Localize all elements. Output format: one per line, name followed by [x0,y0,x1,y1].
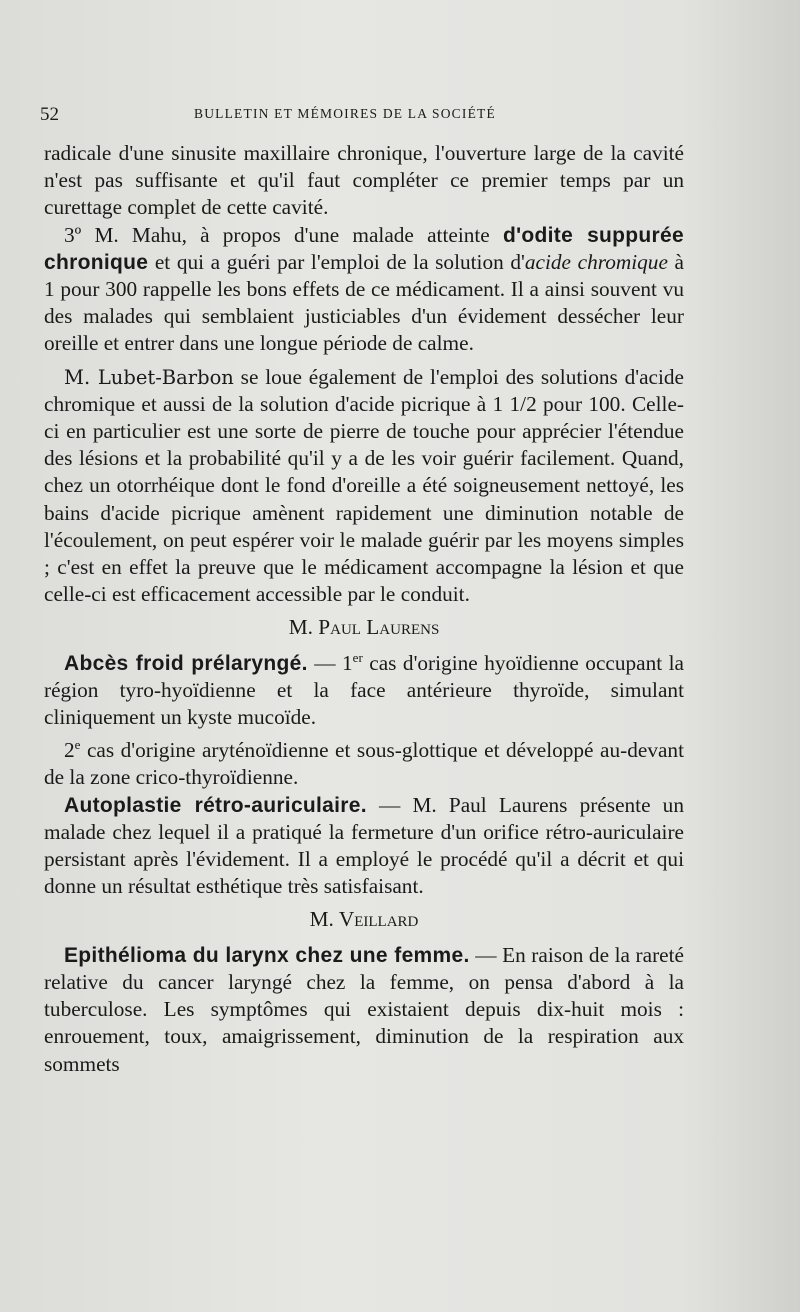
autoplastie-title: Autoplastie rétro-auriculaire. [64,793,367,817]
paragraph-continuation: radicale d'une sinusite maxillaire chronique, l'ouverture large de la cavité n'est pas suffisante et qu'il faut compléter ce premier temps par un curettage complet de cette cavité. [44,141,684,220]
mahu-lead: 3º M. Mahu, à propos d'une malade atteinte [64,222,503,247]
abces-dash: — [307,650,343,675]
running-head: BULLETIN ET MÉMOIRES DE LA SOCIÉTÉ [194,106,496,121]
author-veillard: M. Veillard [309,907,419,932]
abces-title: Abcès froid prélaryngé. [64,651,308,675]
epithelioma-text: — En raison de la rareté relative du cancer laryngé chez la femme, on pensa d'abord à la tuberculose. Les symptômes qui existaient depuis dix-huit mois : enrouement, toux, amaigrissement, diminution de la respiration aux sommets [44,942,684,1076]
author-laurens: M. Paul Laurens [288,615,440,640]
case2-sup: e [74,737,81,753]
page-header [40,102,720,132]
paragraph-epithelioma [44,942,684,1078]
autoplastie-text: — M. Paul Laurens présente un malade chez lequel il a pratiqué la fermeture d'un orifice rétro-auriculaire persistant après l'évidement. Il a employé le procédé qu'il a décrit et qui donne un résultat esthétique très satisfaisant. [44,792,684,899]
mahu-mid: et qui a guéri par l'emploi de la solution d' [148,249,525,274]
mahu-rest: à 1 pour 300 rappelle les bons effets de ce médicament. Il a ainsi souvent vu des malades qui semblaient justiciables d'un évidement dessécher leur oreille et entrer dans une longue période de calme. [44,249,684,356]
mahu-italic-term: acide chromique [524,249,668,274]
case2-text: cas d'origine aryténoïdienne et sous-glottique et développé au-devant de la zone crico-thyroïdienne. [44,738,684,790]
epithelioma-title: Epithélioma du larynx chez une femme. [64,943,470,967]
lubet-barbon-name: M. Lubet-Barbon [64,365,234,389]
paragraph-lubet-barbon [44,364,684,609]
paragraph-case2 [44,737,684,791]
paragraph-mahu [44,222,684,358]
page-number: 52 [40,104,59,125]
case2-num: 2 [64,738,75,763]
abces-num: 1 [342,650,353,675]
paragraph-autoplastie [44,792,684,901]
body-text [44,140,684,1078]
mahu-bold-term: d'odite suppurée chronique [44,223,684,274]
abces-sup: er [352,649,363,665]
paragraph-abces [44,650,684,732]
lubet-barbon-text: se loue également de l'emploi des solutions d'acide chromique et aussi de la solution d'acide picrique à 1 1/2 pour 100. Celle-ci en particulier est une sorte de pierre de touche pour apprécier l'étendue des lésions et la probabilité qu'il y a de les voir guérir facilement. Quand, chez un otorrhéique dont le fond d'oreille a été soigneusement nettoyé, les bains d'acide picrique amènent rapidement une diminution notable de l'écoulement, on peut espérer voir le malade guérir par les moyens simples ; c'est en effet la preuve que le médicament accompagne la lésion et que celle-ci est efficacement accessible par le conduit. [44,364,684,607]
abces-text: cas d'origine hyoïdienne occupant la région tyro-hyoïdienne et la face antérieure thyroïde, simulant cliniquement un kyste mucoïde. [44,650,685,730]
